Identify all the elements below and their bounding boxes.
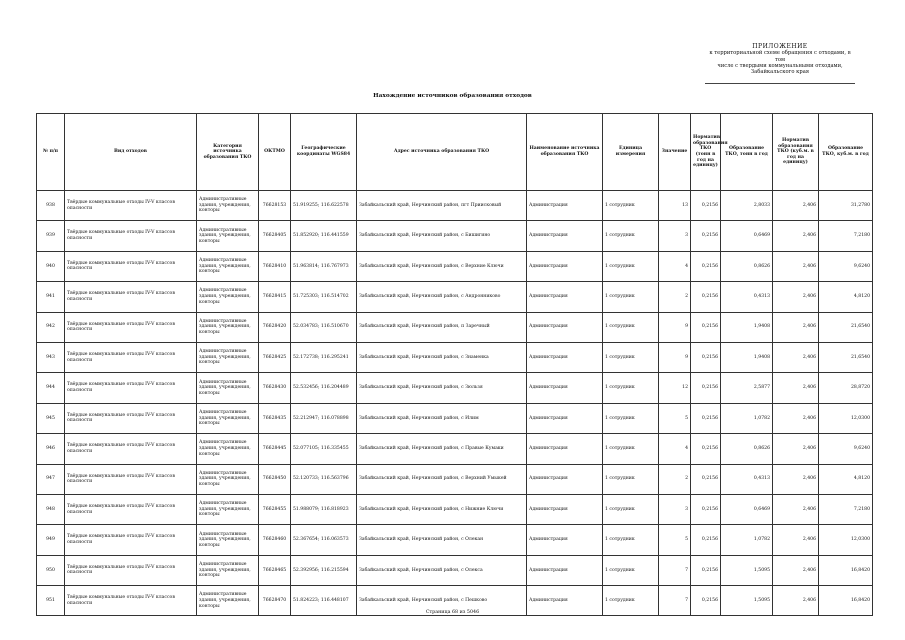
unit-cell: 1 сотрудник bbox=[603, 434, 659, 464]
coordinates-cell: 52.120733; 116.563796 bbox=[291, 464, 357, 494]
norm-cubic-cell: 2,406 bbox=[773, 191, 819, 221]
norm-tons-cell: 0,2156 bbox=[691, 342, 721, 372]
cubic-per-year-cell: 7,2180 bbox=[819, 494, 873, 524]
table-row bbox=[37, 464, 873, 494]
appendix-line-2: числе с твердыми коммунальными отходами, bbox=[717, 62, 843, 69]
table-body bbox=[37, 191, 873, 616]
address-cell: Забайкальский край, Нерчинский район, п Заречный bbox=[357, 312, 527, 342]
unit-cell: 1 сотрудник bbox=[603, 464, 659, 494]
source-name-cell: Администрация bbox=[527, 555, 603, 585]
source-category-cell: Административные здания, учреждения, конторы bbox=[197, 494, 259, 524]
source-category-cell: Административные здания, учреждения, конторы bbox=[197, 221, 259, 251]
tons-per-year-cell: 0,4313 bbox=[721, 282, 773, 312]
tons-per-year-cell: 2,5877 bbox=[721, 373, 773, 403]
source-name-cell: Администрация bbox=[527, 494, 603, 524]
norm-cubic-cell: 2,406 bbox=[773, 342, 819, 372]
value-cell: 2 bbox=[659, 464, 691, 494]
waste-type-cell: Твёрдые коммунальные отходы IV-V классов опасности bbox=[65, 282, 197, 312]
table-row bbox=[37, 312, 873, 342]
waste-type-cell: Твёрдые коммунальные отходы IV-V классов опасности bbox=[65, 251, 197, 281]
oktmo-code-cell: 76628470 bbox=[259, 586, 291, 616]
table-row bbox=[37, 555, 873, 585]
oktmo-code-cell: 76628435 bbox=[259, 403, 291, 433]
column-header: Географические координаты WGS84 bbox=[291, 114, 357, 191]
table-row bbox=[37, 434, 873, 464]
cubic-per-year-cell: 31,2780 bbox=[819, 191, 873, 221]
tons-per-year-cell: 1,9408 bbox=[721, 342, 773, 372]
norm-tons-cell: 0,2156 bbox=[691, 494, 721, 524]
row-number-cell: 939 bbox=[37, 221, 65, 251]
column-header: Категория источника образования ТКО bbox=[197, 114, 259, 191]
norm-tons-cell: 0,2156 bbox=[691, 525, 721, 555]
cubic-per-year-cell: 21,6540 bbox=[819, 312, 873, 342]
column-header: Значение bbox=[659, 114, 691, 191]
tons-per-year-cell: 0,4313 bbox=[721, 464, 773, 494]
value-cell: 5 bbox=[659, 525, 691, 555]
tons-per-year-cell: 2,8033 bbox=[721, 191, 773, 221]
source-category-cell: Административные здания, учреждения, конторы bbox=[197, 312, 259, 342]
source-category-cell: Административные здания, учреждения, конторы bbox=[197, 373, 259, 403]
column-header: Адрес источника образования ТКО bbox=[357, 114, 527, 191]
source-category-cell: Административные здания, учреждения, конторы bbox=[197, 342, 259, 372]
oktmo-code-cell: 76628455 bbox=[259, 494, 291, 524]
source-name-cell: Администрация bbox=[527, 312, 603, 342]
cubic-per-year-cell: 9,6240 bbox=[819, 251, 873, 281]
value-cell: 4 bbox=[659, 251, 691, 281]
norm-cubic-cell: 2,406 bbox=[773, 403, 819, 433]
source-category-cell: Административные здания, учреждения, конторы bbox=[197, 555, 259, 585]
row-number-cell: 944 bbox=[37, 373, 65, 403]
unit-cell: 1 сотрудник bbox=[603, 282, 659, 312]
row-number-cell: 942 bbox=[37, 312, 65, 342]
waste-type-cell: Твёрдые коммунальные отходы IV-V классов опасности bbox=[65, 312, 197, 342]
address-cell: Забайкальский край, Нерчинский район, с Зюльзя bbox=[357, 373, 527, 403]
coordinates-cell: 52.392956; 116.215594 bbox=[291, 555, 357, 585]
coordinates-cell: 52.034783; 116.510670 bbox=[291, 312, 357, 342]
address-cell: Забайкальский край, Нерчинский район, с Олекан bbox=[357, 525, 527, 555]
norm-cubic-cell: 2,406 bbox=[773, 221, 819, 251]
unit-cell: 1 сотрудник bbox=[603, 191, 659, 221]
source-category-cell: Административные здания, учреждения, конторы bbox=[197, 464, 259, 494]
appendix-header bbox=[705, 44, 855, 75]
source-name-cell: Администрация bbox=[527, 464, 603, 494]
cubic-per-year-cell: 28,8720 bbox=[819, 373, 873, 403]
oktmo-code-cell: 76628465 bbox=[259, 555, 291, 585]
waste-type-cell: Твёрдые коммунальные отходы IV-V классов опасности bbox=[65, 403, 197, 433]
waste-type-cell: Твёрдые коммунальные отходы IV-V классов опасности bbox=[65, 191, 197, 221]
table-row bbox=[37, 342, 873, 372]
address-cell: Забайкальский край, Нерчинский район, с Андронниково bbox=[357, 282, 527, 312]
cubic-per-year-cell: 16,8420 bbox=[819, 586, 873, 616]
row-number-cell: 946 bbox=[37, 434, 65, 464]
coordinates-cell: 52.212947; 116.078898 bbox=[291, 403, 357, 433]
cubic-per-year-cell: 12,0300 bbox=[819, 525, 873, 555]
address-cell: Забайкальский край, Нерчинский район, с Пешково bbox=[357, 586, 527, 616]
source-name-cell: Администрация bbox=[527, 586, 603, 616]
waste-type-cell: Твёрдые коммунальные отходы IV-V классов опасности bbox=[65, 342, 197, 372]
source-category-cell: Административные здания, учреждения, конторы bbox=[197, 403, 259, 433]
document-title: Нахождение источников образования отходов bbox=[373, 93, 532, 99]
row-number-cell: 947 bbox=[37, 464, 65, 494]
source-category-cell: Административные здания, учреждения, конторы bbox=[197, 191, 259, 221]
waste-type-cell: Твёрдые коммунальные отходы IV-V классов опасности bbox=[65, 434, 197, 464]
oktmo-code-cell: 76628410 bbox=[259, 251, 291, 281]
value-cell: 2 bbox=[659, 282, 691, 312]
norm-cubic-cell: 2,406 bbox=[773, 586, 819, 616]
appendix-title: ПРИЛОЖЕНИЕ bbox=[752, 43, 808, 50]
page-footer: Страница 68 из 5046 bbox=[425, 610, 480, 615]
norm-cubic-cell: 2,406 bbox=[773, 312, 819, 342]
norm-tons-cell: 0,2156 bbox=[691, 282, 721, 312]
source-name-cell: Администрация bbox=[527, 221, 603, 251]
unit-cell: 1 сотрудник bbox=[603, 586, 659, 616]
cubic-per-year-cell: 7,2180 bbox=[819, 221, 873, 251]
cubic-per-year-cell: 21,6540 bbox=[819, 342, 873, 372]
address-cell: Забайкальский край, Нерчинский район, с Нижние Ключи bbox=[357, 494, 527, 524]
source-category-cell: Административные здания, учреждения, конторы bbox=[197, 251, 259, 281]
header-underline bbox=[705, 83, 855, 84]
source-name-cell: Администрация bbox=[527, 525, 603, 555]
norm-tons-cell: 0,2156 bbox=[691, 312, 721, 342]
coordinates-cell: 51.725303; 116.514702 bbox=[291, 282, 357, 312]
value-cell: 7 bbox=[659, 586, 691, 616]
address-cell: Забайкальский край, Нерчинский район, с Верхние Ключи bbox=[357, 251, 527, 281]
norm-cubic-cell: 2,406 bbox=[773, 464, 819, 494]
waste-type-cell: Твёрдые коммунальные отходы IV-V классов опасности bbox=[65, 555, 197, 585]
table-row bbox=[37, 282, 873, 312]
oktmo-code-cell: 76628460 bbox=[259, 525, 291, 555]
row-number-cell: 945 bbox=[37, 403, 65, 433]
norm-tons-cell: 0,2156 bbox=[691, 221, 721, 251]
coordinates-cell: 51.919255; 116.622578 bbox=[291, 191, 357, 221]
waste-type-cell: Твёрдые коммунальные отходы IV-V классов опасности bbox=[65, 494, 197, 524]
coordinates-cell: 52.172738; 116.295241 bbox=[291, 342, 357, 372]
table-row bbox=[37, 373, 873, 403]
source-name-cell: Администрация bbox=[527, 403, 603, 433]
column-header: Вид отходов bbox=[65, 114, 197, 191]
source-category-cell: Административные здания, учреждения, конторы bbox=[197, 586, 259, 616]
table-row bbox=[37, 251, 873, 281]
norm-tons-cell: 0,2156 bbox=[691, 586, 721, 616]
source-name-cell: Администрация bbox=[527, 434, 603, 464]
value-cell: 3 bbox=[659, 494, 691, 524]
row-number-cell: 940 bbox=[37, 251, 65, 281]
tons-per-year-cell: 0,8626 bbox=[721, 434, 773, 464]
tons-per-year-cell: 1,5095 bbox=[721, 586, 773, 616]
column-header: Наименование источника образования ТКО bbox=[527, 114, 603, 191]
unit-cell: 1 сотрудник bbox=[603, 494, 659, 524]
source-category-cell: Административные здания, учреждения, конторы bbox=[197, 525, 259, 555]
norm-tons-cell: 0,2156 bbox=[691, 403, 721, 433]
waste-sources-table bbox=[36, 113, 873, 616]
value-cell: 9 bbox=[659, 312, 691, 342]
address-cell: Забайкальский край, Нерчинский район, с Олекса bbox=[357, 555, 527, 585]
norm-cubic-cell: 2,406 bbox=[773, 251, 819, 281]
row-number-cell: 938 bbox=[37, 191, 65, 221]
norm-cubic-cell: 2,406 bbox=[773, 282, 819, 312]
norm-tons-cell: 0,2156 bbox=[691, 434, 721, 464]
norm-cubic-cell: 2,406 bbox=[773, 555, 819, 585]
column-header: ОКТМО bbox=[259, 114, 291, 191]
coordinates-cell: 51.852920; 116.441559 bbox=[291, 221, 357, 251]
source-name-cell: Администрация bbox=[527, 373, 603, 403]
norm-tons-cell: 0,2156 bbox=[691, 464, 721, 494]
oktmo-code-cell: 76628445 bbox=[259, 434, 291, 464]
table-row bbox=[37, 525, 873, 555]
unit-cell: 1 сотрудник bbox=[603, 221, 659, 251]
coordinates-cell: 51.824223; 116.448107 bbox=[291, 586, 357, 616]
table-header-row bbox=[37, 114, 873, 191]
tons-per-year-cell: 0,8626 bbox=[721, 251, 773, 281]
column-header: № п/п bbox=[37, 114, 65, 191]
norm-tons-cell: 0,2156 bbox=[691, 191, 721, 221]
norm-tons-cell: 0,2156 bbox=[691, 373, 721, 403]
value-cell: 4 bbox=[659, 434, 691, 464]
table-row bbox=[37, 221, 873, 251]
tons-per-year-cell: 0,6469 bbox=[721, 221, 773, 251]
column-header: Образование ТКО, куб.м. в год bbox=[819, 114, 873, 191]
cubic-per-year-cell: 4,8120 bbox=[819, 464, 873, 494]
unit-cell: 1 сотрудник bbox=[603, 373, 659, 403]
tons-per-year-cell: 1,9408 bbox=[721, 312, 773, 342]
address-cell: Забайкальский край, Нерчинский район, с Знаменка bbox=[357, 342, 527, 372]
norm-cubic-cell: 2,406 bbox=[773, 494, 819, 524]
oktmo-code-cell: 76628425 bbox=[259, 342, 291, 372]
coordinates-cell: 52.077105; 116.335455 bbox=[291, 434, 357, 464]
norm-tons-cell: 0,2156 bbox=[691, 555, 721, 585]
value-cell: 7 bbox=[659, 555, 691, 585]
source-name-cell: Администрация bbox=[527, 191, 603, 221]
source-name-cell: Администрация bbox=[527, 251, 603, 281]
address-cell: Забайкальский край, Нерчинский район, пгт Приисковый bbox=[357, 191, 527, 221]
oktmo-code-cell: 76628430 bbox=[259, 373, 291, 403]
row-number-cell: 951 bbox=[37, 586, 65, 616]
column-header: Единица измерения bbox=[603, 114, 659, 191]
oktmo-code-cell: 76628450 bbox=[259, 464, 291, 494]
oktmo-code-cell: 76628420 bbox=[259, 312, 291, 342]
unit-cell: 1 сотрудник bbox=[603, 525, 659, 555]
norm-tons-cell: 0,2156 bbox=[691, 251, 721, 281]
tons-per-year-cell: 1,0782 bbox=[721, 403, 773, 433]
address-cell: Забайкальский край, Нерчинский район, с Верхний Умыкей bbox=[357, 464, 527, 494]
row-number-cell: 941 bbox=[37, 282, 65, 312]
norm-cubic-cell: 2,406 bbox=[773, 434, 819, 464]
coordinates-cell: 51.963814; 116.767973 bbox=[291, 251, 357, 281]
unit-cell: 1 сотрудник bbox=[603, 555, 659, 585]
oktmo-code-cell: 76628415 bbox=[259, 282, 291, 312]
table-row bbox=[37, 191, 873, 221]
tons-per-year-cell: 1,5095 bbox=[721, 555, 773, 585]
coordinates-cell: 52.532456; 116.204489 bbox=[291, 373, 357, 403]
waste-type-cell: Твёрдые коммунальные отходы IV-V классов опасности bbox=[65, 525, 197, 555]
unit-cell: 1 сотрудник bbox=[603, 251, 659, 281]
coordinates-cell: 52.367654; 116.063573 bbox=[291, 525, 357, 555]
unit-cell: 1 сотрудник bbox=[603, 342, 659, 372]
value-cell: 13 bbox=[659, 191, 691, 221]
row-number-cell: 948 bbox=[37, 494, 65, 524]
value-cell: 9 bbox=[659, 342, 691, 372]
row-number-cell: 950 bbox=[37, 555, 65, 585]
unit-cell: 1 сотрудник bbox=[603, 312, 659, 342]
source-name-cell: Администрация bbox=[527, 282, 603, 312]
row-number-cell: 949 bbox=[37, 525, 65, 555]
norm-cubic-cell: 2,406 bbox=[773, 373, 819, 403]
appendix-line-3: Забайкальского края bbox=[750, 69, 810, 76]
waste-type-cell: Твёрдые коммунальные отходы IV-V классов опасности bbox=[65, 221, 197, 251]
column-header: Норматив образования ТКО (куб.м. в год на единицу) bbox=[773, 114, 819, 191]
tons-per-year-cell: 1,0782 bbox=[721, 525, 773, 555]
oktmo-code-cell: 76628153 bbox=[259, 191, 291, 221]
tons-per-year-cell: 0,6469 bbox=[721, 494, 773, 524]
value-cell: 5 bbox=[659, 403, 691, 433]
table-row bbox=[37, 403, 873, 433]
norm-cubic-cell: 2,406 bbox=[773, 525, 819, 555]
waste-type-cell: Твёрдые коммунальные отходы IV-V классов опасности bbox=[65, 464, 197, 494]
source-category-cell: Административные здания, учреждения, конторы bbox=[197, 434, 259, 464]
cubic-per-year-cell: 9,6240 bbox=[819, 434, 873, 464]
appendix-line-1: к территориальной схеме обращения с отходами, в том bbox=[709, 50, 851, 63]
coordinates-cell: 51.988079; 116.818923 bbox=[291, 494, 357, 524]
waste-type-cell: Твёрдые коммунальные отходы IV-V классов опасности bbox=[65, 586, 197, 616]
table-row bbox=[37, 494, 873, 524]
waste-type-cell: Твёрдые коммунальные отходы IV-V классов опасности bbox=[65, 373, 197, 403]
oktmo-code-cell: 76628405 bbox=[259, 221, 291, 251]
unit-cell: 1 сотрудник bbox=[603, 403, 659, 433]
cubic-per-year-cell: 4,8120 bbox=[819, 282, 873, 312]
address-cell: Забайкальский край, Нерчинский район, с Илим bbox=[357, 403, 527, 433]
cubic-per-year-cell: 12,0300 bbox=[819, 403, 873, 433]
source-category-cell: Административные здания, учреждения, конторы bbox=[197, 282, 259, 312]
address-cell: Забайкальский край, Нерчинский район, с Бишигино bbox=[357, 221, 527, 251]
source-name-cell: Администрация bbox=[527, 342, 603, 372]
value-cell: 3 bbox=[659, 221, 691, 251]
row-number-cell: 943 bbox=[37, 342, 65, 372]
column-header: Образование ТКО, тонн в год bbox=[721, 114, 773, 191]
address-cell: Забайкальский край, Нерчинский район, с Правые Кумаки bbox=[357, 434, 527, 464]
value-cell: 12 bbox=[659, 373, 691, 403]
cubic-per-year-cell: 16,8420 bbox=[819, 555, 873, 585]
column-header: Норматив образования ТКО (тонн в год на единицу) bbox=[691, 114, 721, 191]
